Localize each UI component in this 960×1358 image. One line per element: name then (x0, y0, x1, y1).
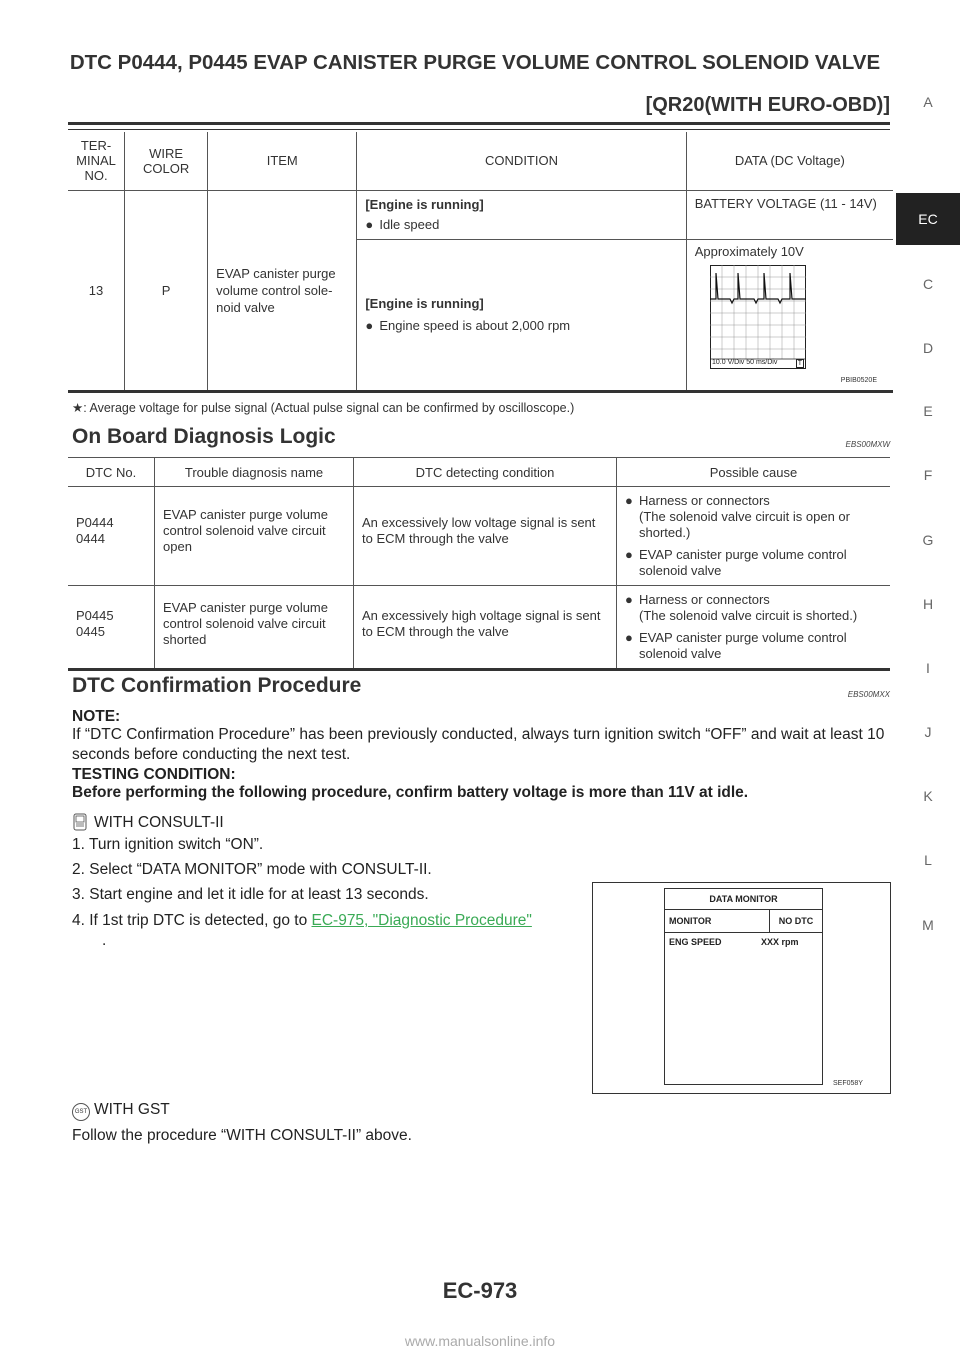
gst-text: Follow the procedure “WITH CONSULT-II” above. (72, 1127, 412, 1144)
dtc-name: EVAP canister purge volume control solenoid valve circuit open (155, 487, 354, 586)
condition-2-bullet: Engine speed is about 2,000 rpm (379, 317, 571, 333)
condition-1-title: [Engine is running] (365, 196, 484, 212)
footnote (72, 400, 574, 415)
dtc-name: EVAP canister purge volume control solenoid valve circuit shorted (155, 586, 354, 670)
consult-title: WITH CONSULT-II (94, 814, 224, 831)
star-icon: ★ (72, 401, 84, 415)
page-subtitle: [QR20(WITH EURO-OBD)] (645, 94, 890, 116)
dtc-causes (617, 487, 891, 586)
side-tab-c[interactable]: C (922, 276, 934, 292)
th-terminal: TER-MINAL NO. (76, 138, 116, 184)
bullet-icon: ● (625, 592, 633, 607)
page-number: EC-973 (442, 1278, 518, 1303)
step-1: 1. Turn ignition switch “ON”. (72, 836, 264, 853)
dtc-code: P0444 0444 (76, 515, 114, 546)
section-title-confirm: DTC Confirmation Procedure (72, 674, 362, 697)
bullet-icon: ● (625, 547, 633, 562)
data-2-text: Approximately 10V (694, 243, 804, 259)
th-condition: CONDITION (357, 132, 686, 190)
bullet-icon: ● (625, 493, 633, 508)
side-tab-h[interactable]: H (922, 596, 934, 612)
eng-speed-value: XXX rpm (761, 937, 799, 947)
th-data: DATA (DC Voltage) (686, 132, 893, 190)
section-title-logic: On Board Diagnosis Logic (72, 425, 336, 448)
terminal-number: 13 (68, 190, 125, 391)
side-tab-f[interactable]: F (923, 467, 933, 483)
testing-text: Before performing the following procedure, confirm battery voltage is more than 11V at idle. (72, 784, 749, 801)
footer-watermark: www.manualsonline.info (404, 1333, 556, 1349)
table-row (68, 487, 890, 586)
note-text: If “DTC Confirmation Procedure” has been previously conducted, always turn ignition switch “OFF” and wait at least 10 seconds before conducting the next test. (72, 726, 885, 763)
dtc-code: P0445 0445 (76, 608, 114, 639)
step-2: 2. Select “DATA MONITOR” mode with CONSULT-II. (72, 861, 432, 878)
condition-1 (357, 190, 686, 239)
cause-item: Harness or connectors (The solenoid valve circuit is shorted.) (639, 592, 858, 623)
page-title: DTC P0444, P0445 EVAP CANISTER PURGE VOLUME CONTROL SOLENOID VALVE (69, 51, 881, 74)
footnote-text: : Average voltage for pulse signal (Actual pulse signal can be confirmed by oscilloscope.) (83, 401, 575, 415)
side-tab-j[interactable]: J (924, 724, 932, 740)
diagnostic-procedure-link[interactable]: EC-975, "Diagnostic Procedure" (311, 912, 532, 929)
item-text: EVAP canister purge volume control sole-noid valve (208, 190, 357, 391)
side-tab-ec[interactable]: EC (896, 193, 960, 245)
th-item: ITEM (208, 132, 357, 190)
bullet-icon: ● (365, 317, 374, 333)
side-tab-l[interactable]: L (924, 852, 932, 868)
side-tab-m[interactable]: M (922, 917, 934, 933)
figure-code-dm: SEF058Y (833, 1080, 863, 1087)
eng-speed-label: ENG SPEED (669, 937, 722, 947)
gst-icon: GST (72, 1103, 90, 1121)
th-possible-cause: Possible cause (617, 458, 891, 487)
figure-code-scope: PBIB0520E (840, 376, 877, 384)
section-code-confirm: EBS00MXX (847, 690, 890, 699)
th-wire: WIRE COLOR (125, 132, 208, 190)
condition-2 (357, 239, 686, 391)
consult-icon (72, 813, 88, 831)
side-tab-i[interactable]: I (926, 660, 930, 676)
monitor-label: MONITOR (665, 910, 770, 932)
data-monitor-screen (664, 888, 823, 1085)
data-monitor-title: DATA MONITOR (665, 889, 822, 910)
step-4-text: 4. If 1st trip DTC is detected, go to (72, 912, 312, 929)
side-tab-a[interactable]: A (923, 94, 933, 110)
bullet-icon: ● (365, 216, 374, 232)
side-tab-g[interactable]: G (922, 532, 934, 548)
section-code-logic: EBS00MXW (845, 440, 890, 449)
scope-scale-label (712, 359, 804, 368)
dtc-causes (617, 586, 891, 670)
cause-item: EVAP canister purge volume control solenoid valve (639, 630, 847, 661)
side-tab-d[interactable]: D (922, 340, 934, 356)
th-dtc-no: DTC No. (85, 464, 137, 480)
bullet-icon: ● (625, 630, 633, 645)
gst-title: WITH GST (94, 1101, 170, 1118)
scope-scale: 10.0 V/Div 50 ms/Div (712, 359, 778, 366)
no-dtc-label: NO DTC (778, 916, 814, 926)
scope-t-label: T (797, 360, 802, 367)
side-tab-k[interactable]: K (923, 788, 933, 804)
cause-item: EVAP canister purge volume control solenoid valve (639, 547, 847, 578)
cause-item: Harness or connectors (The solenoid valve circuit is open or shorted.) (639, 493, 850, 540)
header-rule-thin (68, 129, 890, 130)
dtc-table (68, 457, 890, 671)
note-label: NOTE: (72, 708, 121, 725)
th-trouble-name: Trouble diagnosis name (155, 458, 354, 487)
testing-label: TESTING CONDITION: (72, 766, 236, 783)
dtc-condition: An excessively low voltage signal is sent to ECM through the valve (354, 487, 617, 586)
side-tab-e[interactable]: E (923, 403, 933, 419)
step-4 (72, 911, 586, 951)
oscilloscope-waveform-figure (710, 265, 806, 369)
step-4-suffix: . (102, 932, 107, 949)
table-row (68, 586, 890, 670)
th-detecting-condition: DTC detecting condition (354, 458, 617, 487)
condition-1-bullet: Idle speed (379, 216, 440, 232)
data-1: BATTERY VOLTAGE (11 - 14V) (686, 190, 893, 239)
step-3: 3. Start engine and let it idle for at least 13 seconds. (72, 886, 429, 903)
header-rule (68, 122, 890, 125)
dtc-condition: An excessively high voltage signal is sent to ECM through the valve (354, 586, 617, 670)
wire-color: P (125, 190, 208, 391)
condition-2-title: [Engine is running] (365, 295, 484, 311)
